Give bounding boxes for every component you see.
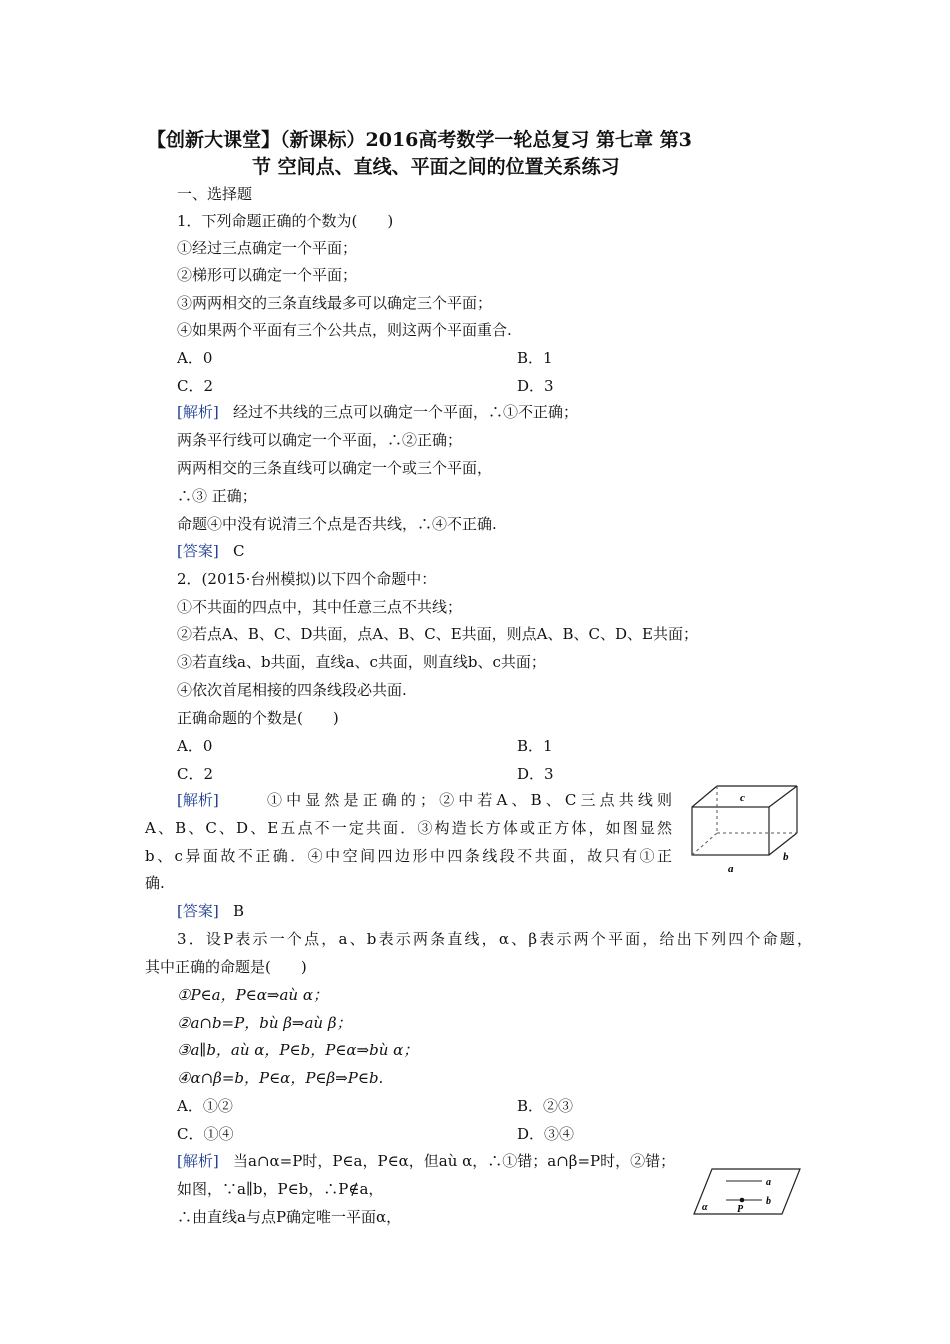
question-1-analysis-text: 两条平行线可以确定一个平面，∴②正确； <box>177 431 463 449</box>
figure-label-alpha: α <box>702 1202 708 1213</box>
answer-value: C <box>233 542 245 560</box>
question-3-option-b: B．②③ <box>517 1097 574 1115</box>
question-3-option-c: C．①④ <box>177 1125 234 1143</box>
question-1-item: ④如果两个平面有三个公共点，则这两个平面重合. <box>177 321 512 339</box>
question-1-analysis-text: 命题④中没有说清三个点是否共线，∴④不正确. <box>177 515 497 533</box>
question-3-item: ②a∩b=P，bù β⇒aù β； <box>177 1014 352 1032</box>
question-3-item: ④α∩β=b，P∈α，P∈β⇒P∈b. <box>177 1069 384 1087</box>
question-2-option-c: C．2 <box>177 765 214 783</box>
question-2-ask: 正确命题的个数是( ) <box>177 709 339 727</box>
figure-label-b: b <box>766 1196 771 1207</box>
question-3-option-d: D．③④ <box>517 1125 575 1143</box>
question-2-option-b: B．1 <box>517 737 553 755</box>
question-1-option-d: D．3 <box>517 377 554 395</box>
analysis-text: 当a∩α=P时，P∈a，P∈α，但aù α，∴①错；a∩β=P时，②错； <box>233 1152 676 1170</box>
question-3-analysis-text: 如图，∵a∥b，P∈b，∴P∉a， <box>177 1180 384 1198</box>
question-2-stem: 2．(2015·台州模拟)以下四个命题中： <box>177 570 437 588</box>
plane-figure <box>690 1166 805 1218</box>
question-3-option-a: A．①② <box>177 1097 233 1115</box>
question-1-option-c: C．2 <box>177 377 214 395</box>
question-1-item: ②梯形可以确定一个平面； <box>177 266 358 284</box>
cuboid-figure <box>684 777 810 877</box>
question-2-analysis-text: A、B、C、D、E五点不一定共面．③构造长方体或正方体，如图显然 <box>145 819 672 837</box>
plane-alpha-outline <box>694 1169 800 1214</box>
question-1-stem: 1．下列命题正确的个数为( ) <box>177 212 394 230</box>
answer-tag: [答案] <box>177 542 219 560</box>
section-heading: 一、选择题 <box>177 185 253 203</box>
figure-label-a: a <box>728 863 734 875</box>
question-2-analysis-text: 确. <box>145 874 165 892</box>
figure-label-a: a <box>766 1177 771 1188</box>
question-1-item: ③两两相交的三条直线最多可以确定三个平面； <box>177 294 493 312</box>
analysis-tag: [解析] <box>177 1152 219 1170</box>
question-3-item: ①P∈a，P∈α⇒aù α； <box>177 986 328 1004</box>
question-3-stem: 3．设P表示一个点，a、b表示两条直线，α、β表示两个平面，给出下列四个命题， <box>177 930 812 948</box>
question-3-analysis-text: ∴由直线a与点P确定唯一平面α， <box>177 1208 402 1226</box>
question-1-item: ①经过三点确定一个平面； <box>177 239 358 257</box>
question-1-analysis-line <box>177 402 578 422</box>
question-2-item: ③若直线a、b共面，直线a、c共面，则直线b、c共面； <box>177 653 546 671</box>
question-1-analysis-text: 两两相交的三条直线可以确定一个或三个平面， <box>177 459 493 477</box>
answer-value: B <box>233 902 245 920</box>
cuboid-front-face <box>692 807 769 855</box>
question-3-analysis-line <box>177 1151 675 1171</box>
question-2-answer-line <box>177 901 244 921</box>
question-3-stem: 其中正确的命题是( ) <box>145 958 307 976</box>
analysis-tag: [解析] <box>177 403 219 421</box>
analysis-tag: [解析] <box>177 791 219 809</box>
question-1-analysis-text: ∴③ 正确； <box>177 487 257 505</box>
question-2-option-a: A．0 <box>177 737 213 755</box>
analysis-text: ①中显然是正确的；②中若A、B、C三点共线则 <box>267 791 672 809</box>
question-1-option-a: A．0 <box>177 349 213 367</box>
question-2-analysis-line <box>177 790 672 810</box>
page-title-line2: 节 空间点、直线、平面之间的位置关系练习 <box>252 156 620 178</box>
point-p <box>740 1198 745 1203</box>
question-2-item: ①不共面的四点中，其中任意三点不共线； <box>177 598 463 616</box>
question-3-item: ③a∥b，aù α，P∈b，P∈α⇒bù α； <box>177 1041 419 1059</box>
question-1-option-b: B．1 <box>517 349 553 367</box>
question-2-item: ④依次首尾相接的四条线段必共面. <box>177 681 407 699</box>
page-title-line1: 【创新大课堂】（新课标）2016高考数学一轮总复习 第七章 第3 <box>147 129 692 151</box>
figure-label-b: b <box>783 851 789 863</box>
question-2-item: ②若点A、B、C、D共面，点A、B、C、E共面，则点A、B、C、D、E共面； <box>177 625 698 643</box>
figure-label-c: c <box>740 792 745 804</box>
analysis-text: 经过不共线的三点可以确定一个平面，∴①不正确； <box>233 403 579 421</box>
answer-tag: [答案] <box>177 902 219 920</box>
figure-label-p: P <box>737 1204 744 1215</box>
question-1-answer-line <box>177 541 245 561</box>
question-2-option-d: D．3 <box>517 765 554 783</box>
question-2-analysis-text: b、c异面故不正确．④中空间四边形中四条线段不共面，故只有①正 <box>145 847 672 865</box>
